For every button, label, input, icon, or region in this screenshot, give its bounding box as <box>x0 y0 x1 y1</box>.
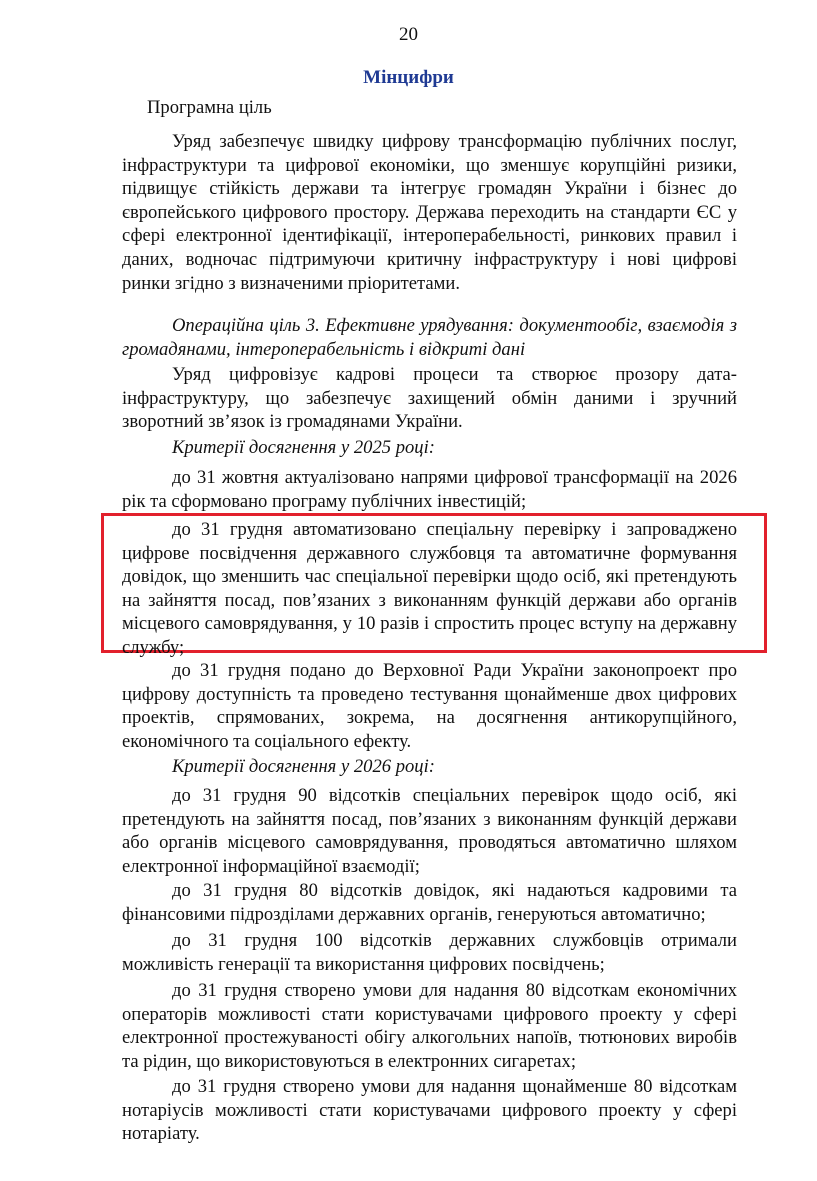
criteria-2025-heading: Критерії досягнення у 2025 році: <box>172 437 435 458</box>
criteria-2026-heading: Критерії досягнення у 2026 році: <box>172 756 435 777</box>
criteria-2025-item: до 31 грудня подано до Верховної Ради України законопроект про цифрову доступність та проведено тестування щонайменше двох цифрових проектів, спрямованих, зокрема, на досягнення антикорупційного, економічного та соціального ефекту. <box>122 660 737 752</box>
criteria-2026-item: до 31 грудня створено умови для надання 80 відсоткам економічних операторів можливості стати користувачами цифрового проекту у сфері електронної простежуваності обігу алкогольних напоїв, тютюнових виробів та рідин, що використовуються в електронних сигаретах; <box>122 980 737 1072</box>
ministry-title: Мінцифри <box>363 67 454 88</box>
criteria-2025-item-highlighted: до 31 грудня автоматизовано спеціальну перевірку і запроваджено цифрове посвідчення державного службовця та автоматичне формування довідок, що зменшить час спеціальної перевірки щодо осіб, які претендують на зайняття посад, пов’язаних з виконанням функцій держави або органів місцевого самоврядування, у 10 разів і спростить процес вступу на державну службу; <box>122 519 737 658</box>
criteria-2025-item: до 31 жовтня актуалізовано напрями цифрової трансформації на 2026 рік та сформовано програму публічних інвестицій; <box>122 467 737 512</box>
criteria-2026-item: до 31 грудня 80 відсотків довідок, які надаються кадровими та фінансовими підрозділами державних органів, генеруються автоматично; <box>122 880 737 925</box>
criteria-2026-item: до 31 грудня створено умови для надання щонайменше 80 відсоткам нотаріусів можливості стати користувачами цифрового проекту у сфері нотаріату. <box>122 1076 737 1145</box>
program-goal-heading: Програмна ціль <box>147 97 272 118</box>
criteria-2026-item: до 31 грудня 100 відсотків державних службовців отримали можливість генерації та використання цифрових посвідчень; <box>122 930 737 975</box>
operational-goal-heading: Операційна ціль 3. Ефективне урядування: документообіг, взаємодія з громадянами, інтероперабельність і відкриті дані <box>122 315 737 360</box>
criteria-2026-item: до 31 грудня 90 відсотків спеціальних перевірок щодо осіб, які претендують на зайняття посад, пов’язаних з виконанням функцій держави або органів місцевого самоврядування, проводяться автоматично шляхом електронної інформаційної взаємодії; <box>122 785 737 877</box>
program-goal-text: Уряд забезпечує швидку цифрову трансформацію публічних послуг, інфраструктури та цифрової економіки, що зменшує корупційні ризики, підвищує стійкість держави та інтегрує громадян України і бізнес до європейського цифрового простору. Держава переходить на стандарти ЄС у сфері електронної ідентифікації, інтероперабельності, ринкових правил і даних, водночас підтримуючи критичну інфраструктуру і нові цифрові ринки згідно з визначеними пріоритетами. <box>122 131 737 294</box>
operational-goal-text: Уряд цифровізує кадрові процеси та створює прозору дата-інфраструктуру, що забезпечує захищений обмін даними і зручний зворотний зв’язок із громадянами України. <box>122 364 737 433</box>
page-number: 20 <box>399 24 418 45</box>
